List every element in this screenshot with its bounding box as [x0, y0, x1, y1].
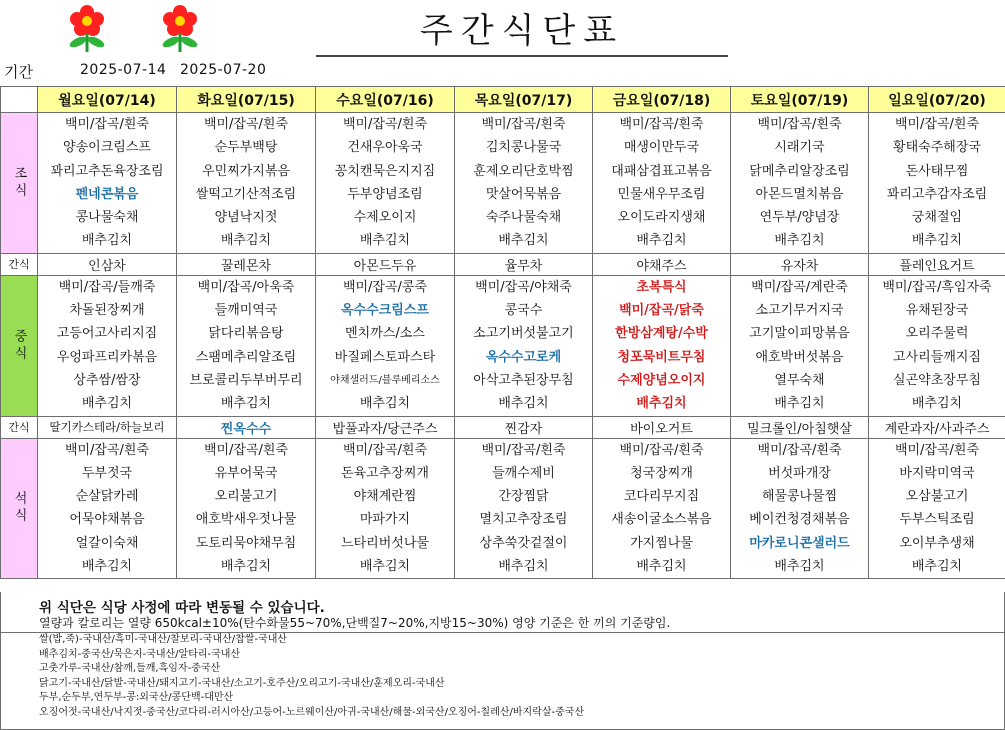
lunch-item: 한방삼계탕/수박: [615, 326, 708, 342]
breakfast-item: 백미/잡곡/흰죽: [481, 117, 566, 132]
lunch-item: 청포묵비트무침: [617, 349, 706, 365]
dinner-item: 배추김치: [636, 559, 687, 575]
snack2-cell: 밥풀과자/당근주스: [316, 416, 455, 438]
breakfast-item: 배추김치: [498, 233, 549, 249]
day-header: 금요일(07/18): [593, 87, 731, 113]
breakfast-label: 조식: [1, 113, 38, 254]
breakfast-item: 콩나물숙채: [75, 210, 139, 226]
breakfast-cell: [38, 113, 177, 254]
lunch-item: 유채된장국: [905, 303, 969, 319]
notice-text: 위 식단은 식당 사정에 따라 변동될 수 있습니다.: [39, 600, 325, 616]
dinner-item: 멸치고추장조림: [479, 512, 568, 528]
origin-line: 쌀(밥,죽)-국내산/흑미-국내산/찰보리-국내산/찹쌀-국내산: [39, 634, 288, 645]
lunch-item: 배추김치: [774, 396, 825, 412]
breakfast-item: 백미/잡곡/흰죽: [64, 117, 150, 132]
breakfast-item: 맛살어묵볶음: [485, 186, 562, 202]
dinner-item: 백미/잡곡/흰죽: [894, 442, 980, 458]
origin-line: 오징어젓-국내산/낙지젓-중국산/코다리-러시아산/고등어-노르웨이산/아귀-국내산/해물-외국산/오징어-칠레산/바지락살-중국산: [39, 706, 585, 718]
dinner-cell: [455, 438, 593, 579]
breakfast-cell: [593, 113, 731, 254]
lunch-item: 백미/잡곡/들깨죽: [58, 279, 156, 295]
lunch-row: [1, 275, 1005, 416]
dinner-label: 석식: [1, 438, 38, 579]
dinner-item: 바지락미역국: [899, 465, 975, 481]
snack1-cell: 율무차: [455, 253, 593, 275]
lunch-item: 소고기무거지국: [755, 303, 844, 319]
snack1-row: [1, 253, 1005, 275]
lunch-item: 바질페스토파스타: [334, 349, 436, 365]
breakfast-item: 펜네콘볶음: [75, 186, 139, 202]
dinner-item: 백미/잡곡/흰죽: [64, 442, 150, 458]
dinner-item: 마카로니콘샐러드: [749, 535, 850, 551]
lunch-item: 차돌된장찌개: [69, 303, 145, 319]
period-start: 2025-07-14: [80, 62, 167, 78]
lunch-item: 배추김치: [911, 396, 963, 412]
snack2-cell: 찐옥수수: [177, 416, 316, 438]
day-header: 월요일(07/14): [38, 87, 177, 113]
lunch-item: 백미/잡곡/계란죽: [751, 279, 848, 295]
lunch-label: 중식: [1, 275, 38, 416]
breakfast-item: 순두부백탕: [214, 140, 278, 156]
day-header: 일요일(07/20): [869, 87, 1005, 113]
breakfast-item: 김치콩나물국: [485, 140, 562, 156]
dinner-item: 돈육고추장찌개: [341, 465, 429, 481]
breakfast-item: 배추김치: [636, 233, 687, 249]
dinner-item: 백미/잡곡/흰죽: [342, 442, 428, 458]
dinner-cell: [731, 438, 869, 579]
breakfast-item: 궁채절임: [911, 210, 963, 226]
lunch-item: 고사리들깨지짐: [893, 349, 981, 365]
snack2-cell: 찐감자: [455, 416, 593, 438]
breakfast-item: 건새우아욱국: [347, 140, 423, 156]
lunch-item: 소고기버섯불고기: [473, 326, 574, 342]
origin-list: [1, 632, 1004, 720]
dinner-item: 배추김치: [81, 559, 133, 575]
dinner-item: 야채계란찜: [353, 489, 417, 505]
dinner-item: 배추김치: [359, 559, 411, 575]
breakfast-item: 꽈리고추돈육장조림: [50, 163, 164, 179]
breakfast-cell: [869, 113, 1005, 254]
breakfast-item: 꽁치캔묵은지지짐: [334, 163, 436, 179]
notes-section: [0, 592, 1005, 730]
snack1-cell: 유자차: [731, 253, 869, 275]
breakfast-cell: [731, 113, 869, 254]
lunch-cell: [731, 275, 869, 416]
flower-icon: [161, 5, 199, 52]
breakfast-item: 배추김치: [911, 233, 963, 249]
breakfast-item: 연두부/양념장: [759, 210, 840, 226]
dinner-item: 배추김치: [911, 559, 963, 575]
lunch-item: 백미/잡곡/야채죽: [475, 279, 572, 295]
lunch-item: 고등어고사리지짐: [56, 326, 158, 342]
lunch-item: 옥수수고로케: [485, 349, 562, 365]
snack1-cell: 아몬드두유: [316, 253, 455, 275]
lunch-cell: [177, 275, 316, 416]
period-end: 2025-07-20: [180, 62, 267, 78]
breakfast-cell: [316, 113, 455, 254]
dinner-cell: [869, 438, 1005, 579]
breakfast-item: 백미/잡곡/흰죽: [757, 117, 842, 132]
lunch-item: 배추김치: [498, 396, 549, 412]
day-header: 수요일(07/16): [316, 87, 455, 113]
breakfast-cell: [177, 113, 316, 254]
breakfast-item: 숙주나물숙채: [485, 210, 562, 226]
weekly-menu-table: [0, 86, 1005, 579]
snack2-cell: 딸기카스테라/하늘보리: [38, 416, 177, 438]
snack2-cell: 계란과자/사과주스: [869, 416, 1005, 438]
snack1-cell: 야채주스: [593, 253, 731, 275]
lunch-item: 실곤약초장무침: [893, 372, 981, 388]
snack1-cell: 플레인요거트: [869, 253, 1005, 275]
breakfast-item: 닭메추리알장조림: [749, 163, 850, 179]
dinner-item: 베이컨청경채볶음: [749, 512, 850, 528]
lunch-item: 상추쌈/쌈장: [73, 372, 141, 388]
day-header: 목요일(07/17): [455, 87, 593, 113]
dinner-item: 버섯파개장: [768, 465, 831, 481]
breakfast-cell: [455, 113, 593, 254]
snack1-cell: 꿀레몬차: [177, 253, 316, 275]
breakfast-item: 돈사태무찜: [905, 163, 969, 179]
lunch-item: 아삭고추된장무침: [473, 372, 574, 388]
dinner-item: 얼갈이숙채: [75, 535, 139, 551]
lunch-item: 오리주물럭: [905, 326, 969, 342]
dinner-item: 오삼불고기: [905, 489, 969, 505]
dinner-item: 백미/잡곡/흰죽: [757, 442, 842, 458]
dinner-cell: [593, 438, 731, 579]
lunch-item: 배추김치: [636, 396, 687, 412]
origin-line: 고춧가루-국내산/참깨,들깨,흑임자-중국산: [39, 663, 221, 674]
lunch-cell: [869, 275, 1005, 416]
flower-decoration: [40, 4, 240, 56]
snack1-label: 간식: [1, 253, 38, 275]
breakfast-item: 아몬드멸치볶음: [755, 186, 844, 202]
breakfast-item: 배추김치: [81, 233, 133, 249]
dinner-item: 청국장찌개: [630, 465, 693, 481]
dinner-item: 가지찜나물: [630, 535, 693, 551]
dinner-item: 간장찜닭: [498, 489, 549, 505]
breakfast-item: 두부양념조림: [347, 186, 423, 202]
page-title: 주간식단표: [316, 0, 728, 57]
dinner-item: 배추김치: [498, 559, 549, 575]
dinner-item: 느타리버섯나물: [341, 535, 429, 551]
lunch-item: 초복특식: [636, 279, 687, 295]
breakfast-item: 백미/잡곡/흰죽: [342, 117, 428, 132]
lunch-item: 백미/잡곡/닭죽: [619, 303, 704, 319]
dinner-item: 들깨수제비: [492, 465, 555, 481]
breakfast-item: 오이도라지생채: [617, 210, 706, 226]
dinner-item: 코다리무지짐: [623, 489, 700, 505]
dinner-item: 애호박새우젓나물: [195, 512, 297, 528]
origin-line: 배추김치-중국산/묵은지-국내산/알타리-국내산: [39, 648, 241, 660]
origin-line: 닭고기-국내산/닭발-국내산/돼지고기-국내산/소고기-호주산/오리고기-국내산/훈제오리-국내산: [39, 677, 445, 689]
dinner-item: 백미/잡곡/흰죽: [619, 442, 704, 458]
lunch-item: 닭다리볶음탕: [208, 326, 284, 342]
breakfast-item: 수제오이지: [353, 210, 417, 226]
snack1-cell: 인삼차: [38, 253, 177, 275]
breakfast-item: 배추김치: [220, 233, 272, 249]
dinner-item: 오리불고기: [214, 489, 278, 505]
breakfast-item: 민물새우무조림: [617, 186, 706, 202]
lunch-item: 애호박버섯볶음: [755, 349, 844, 365]
breakfast-item: 매생이만두국: [623, 140, 700, 156]
day-header: 화요일(07/15): [177, 87, 316, 113]
lunch-item: 콩국수: [504, 303, 543, 319]
dinner-row: [1, 438, 1005, 579]
lunch-item: 스팸메추리알조림: [195, 349, 297, 365]
dinner-item: 백미/잡곡/흰죽: [481, 442, 566, 458]
dinner-item: 상추쑥갓겉절이: [479, 535, 568, 551]
dinner-cell: [177, 438, 316, 579]
snack2-row: [1, 416, 1005, 438]
dinner-item: 해물콩나물찜: [761, 489, 838, 505]
lunch-item: 열무숙채: [774, 372, 825, 388]
lunch-item: 들깨미역국: [214, 303, 278, 319]
dinner-item: 배추김치: [774, 559, 825, 575]
snack2-cell: 밀크롤인/아침햇살: [731, 416, 869, 438]
breakfast-item: 배추김치: [774, 233, 825, 249]
dinner-item: 유부어묵국: [214, 465, 278, 481]
dinner-item: 새송이굴소스볶음: [611, 512, 712, 528]
breakfast-item: 훈제오리단호박찜: [473, 163, 574, 179]
breakfast-item: 꽈리고추감자조림: [886, 186, 988, 202]
breakfast-item: 백미/잡곡/흰죽: [619, 117, 704, 132]
lunch-cell: [316, 275, 455, 416]
dinner-item: 오이부추생채: [899, 535, 975, 551]
origin-line: 두부,순두부,연두부-콩:외국산/콩단백-대만산: [39, 692, 234, 703]
dinner-item: 마파가지: [359, 512, 411, 528]
corner-cell: [1, 87, 38, 113]
snack2-cell: 바이오거트: [593, 416, 731, 438]
breakfast-item: 우민찌가지볶음: [202, 163, 290, 179]
dinner-cell: [38, 438, 177, 579]
lunch-item: 야채샐러드/블루베리소스: [330, 374, 440, 386]
snack2-label: 간식: [1, 416, 38, 438]
dinner-item: 두부젓국: [81, 465, 133, 481]
breakfast-item: 백미/잡곡/흰죽: [203, 117, 289, 132]
dinner-item: 백미/잡곡/흰죽: [203, 442, 289, 458]
nutrition-text: 열량과 칼로리는 열량 650kcal±10%(탄수화물55~70%,단백질7~20%,지방15~30%) 영양 기준은 한 끼의 기준량임.: [39, 616, 671, 630]
lunch-item: 배추김치: [81, 396, 133, 412]
lunch-item: 멘치까스/소스: [345, 326, 425, 342]
lunch-item: 브로콜리두부버무리: [189, 372, 303, 388]
lunch-item: 배추김치: [220, 396, 272, 412]
breakfast-item: 양송이크림스프: [63, 140, 151, 156]
dinner-item: 순살닭카레: [75, 489, 139, 505]
day-header: 토요일(07/19): [731, 87, 869, 113]
breakfast-item: 백미/잡곡/흰죽: [894, 117, 980, 132]
flower-icon: [68, 5, 106, 52]
lunch-item: 백미/잡곡/흑임자죽: [882, 279, 992, 295]
breakfast-item: 시래기국: [774, 140, 825, 156]
lunch-cell: [38, 275, 177, 416]
lunch-item: 배추김치: [359, 396, 411, 412]
dinner-item: 두부스틱조림: [899, 512, 975, 528]
period-label: 기간: [4, 63, 33, 81]
breakfast-row: [1, 113, 1005, 254]
lunch-item: 수제양념오이지: [617, 372, 706, 388]
lunch-item: 옥수수크림스프: [341, 303, 429, 319]
breakfast-item: 대패삼겹표고볶음: [611, 163, 712, 179]
dinner-cell: [316, 438, 455, 579]
lunch-item: 백미/잡곡/콩죽: [342, 279, 428, 295]
lunch-item: 우엉파프리카볶음: [56, 349, 158, 365]
dinner-item: 도토리묵야채무침: [195, 535, 297, 551]
breakfast-item: 배추김치: [359, 233, 411, 249]
breakfast-item: 황태숙주해장국: [893, 140, 981, 156]
lunch-item: 백미/잡곡/아욱죽: [197, 279, 295, 295]
lunch-cell: [593, 275, 731, 416]
lunch-item: 고기말이피망볶음: [749, 326, 850, 342]
breakfast-item: 쌀떡고기산적조림: [195, 186, 297, 202]
breakfast-item: 양념낙지젓: [214, 210, 278, 226]
dinner-item: 배추김치: [220, 559, 272, 575]
dinner-item: 어묵야채볶음: [69, 512, 145, 528]
lunch-cell: [455, 275, 593, 416]
day-header-row: [1, 87, 1005, 113]
